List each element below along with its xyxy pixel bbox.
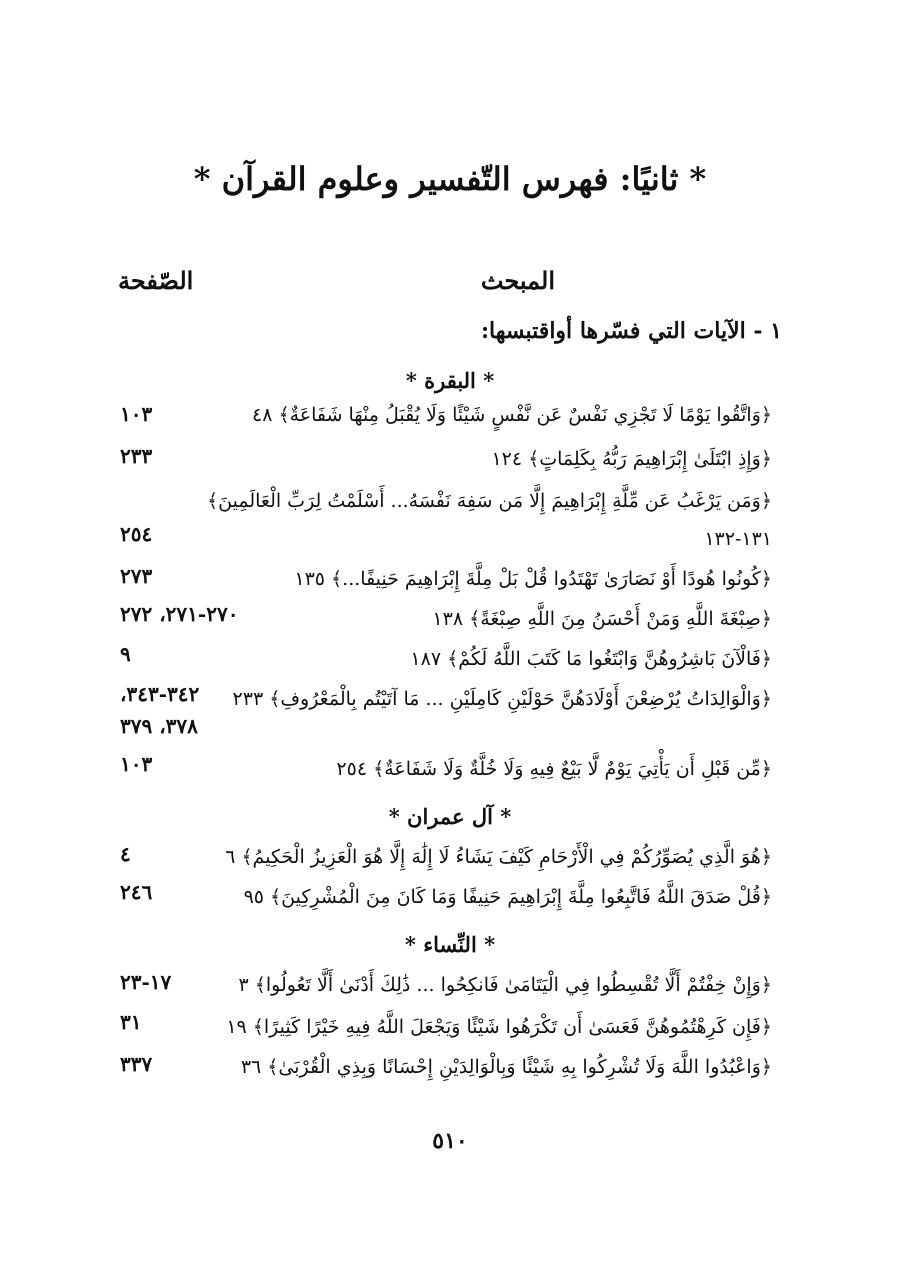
verse-entry: ﴿فَإِن كَرِهْتُمُوهُنَّ فَعَسَىٰ أَن تَكْرَهُوا شَيْئًا وَيَجْعَلَ اللَّهُ فِيهِ خَيْرًا كَثِيرًا﴾ ١٩ (226, 1016, 772, 1038)
page-ref: ٢٤٦ (120, 880, 153, 904)
verse-entry: ﴿وَإِذِ ابْتَلَىٰ إِبْرَاهِيمَ رَبُّهُ بِكَلِمَاتٍ﴾ ١٢٤ (491, 448, 772, 470)
page-ref: ٢٧٣ (120, 564, 153, 588)
page-ref: ٩ (120, 642, 131, 666)
verse-entry: ﴿مِّن قَبْلِ أَن يَأْتِيَ يَوْمٌ لَّا بَيْعٌ فِيهِ وَلَا خُلَّةٌ وَلَا شَفَاعَةٌ﴾ ٢٥٤ (336, 758, 772, 780)
verse-entry: ﴿وَاعْبُدُوا اللَّهَ وَلَا تُشْرِكُوا بِهِ شَيْئًا وَبِالْوَالِدَيْنِ إِحْسَانًا وَبِذِي الْقُرْبَىٰ﴾ ٣٦ (240, 1056, 772, 1078)
verse-entry: ﴿فَالْآنَ بَاشِرُوهُنَّ وَابْتَغُوا مَا كَتَبَ اللَّهُ لَكُمْ﴾ ١٨٧ (410, 648, 772, 670)
page-ref: ٢٣٣ (120, 444, 153, 468)
page-ref: ٢٧٠-٢٧١، ٢٧٢ (120, 602, 239, 626)
page-number: ٥١٠ (432, 1128, 468, 1154)
page-ref: ٣١ (120, 1010, 142, 1034)
verse-entry-continuation: ١٣١-١٣٢ (704, 528, 772, 550)
section-title: ١ - الآيات التي فسّرها أواقتبسها: (480, 318, 782, 344)
verse-entry: ﴿هُوَ الَّذِي يُصَوِّرُكُمْ فِي الْأَرْحَامِ كَيْفَ يَشَاءُ لَا إِلَٰهَ إِلَّا هُوَ الْعَزِيزُ الْحَكِيمُ﴾ ٦ (225, 846, 772, 868)
page-ref: ٢٥٤ (120, 522, 153, 546)
surah-heading-nisa: * النِّساء * (404, 932, 496, 957)
surah-heading-baqara: * البقرة * (405, 368, 495, 393)
verse-entry: ﴿وَالْوَالِدَاتُ يُرْضِعْنَ أَوْلَادَهُنَّ حَوْلَيْنِ كَامِلَيْنِ ... مَا آتَيْتُم بِالْمَعْرُوفِ﴾ ٢٣٣ (232, 688, 772, 710)
verse-entry: ﴿كُونُوا هُودًا أَوْ نَصَارَىٰ تَهْتَدُوا قُلْ بَلْ مِلَّةَ إِبْرَاهِيمَ حَنِيفًا...﴾ ١٣٥ (294, 568, 772, 590)
page-ref: ١٧-٢٣ (120, 970, 172, 994)
page-title: * ثانيًا: فهرس التّفسير وعلوم القرآن * (193, 160, 707, 198)
verse-entry: ﴿وَإِنْ خِفْتُمْ أَلَّا تُقْسِطُوا فِي الْيَتَامَىٰ فَانكِحُوا ... ذَٰلِكَ أَدْنَىٰ أَلَّا تَعُولُوا﴾ ٣ (238, 974, 772, 996)
verse-entry: ﴿صِبْغَةَ اللَّهِ وَمَنْ أَحْسَنُ مِنَ اللَّهِ صِبْغَةً﴾ ١٣٨ (432, 608, 772, 630)
page-ref: ٤ (120, 842, 131, 866)
page-ref: ٣٣٧ (120, 1052, 153, 1076)
page-ref: ١٠٣ (120, 752, 153, 776)
verse-entry: ﴿وَاتَّقُوا يَوْمًا لَا تَجْزِي نَفْسٌ عَن نَّفْسٍ شَيْئًا وَلَا يُقْبَلُ مِنْهَا شَفَاعَةٌ﴾ ٤٨ (252, 404, 772, 426)
page-column-header: الصّفحة (118, 266, 194, 295)
page-ref: ٣٤٢-٣٤٣، ٣٧٨، ٣٧٩ (120, 682, 200, 738)
surah-heading-aal-imran: * آل عمران * (388, 804, 512, 829)
verse-entry: ﴿وَمَن يَرْغَبُ عَن مِّلَّةِ إِبْرَاهِيمَ إِلَّا مَن سَفِهَ نَفْسَهُ... أَسْلَمْتُ لِرَبِّ الْعَالَمِينَ﴾ (207, 490, 772, 512)
topic-column-header: المبحث (480, 266, 555, 295)
page-ref: ١٠٣ (120, 402, 153, 426)
verse-entry: ﴿قُلْ صَدَقَ اللَّهُ فَاتَّبِعُوا مِلَّةَ إِبْرَاهِيمَ حَنِيفًا وَمَا كَانَ مِنَ الْمُشْرِكِينَ﴾ ٩٥ (243, 886, 772, 908)
